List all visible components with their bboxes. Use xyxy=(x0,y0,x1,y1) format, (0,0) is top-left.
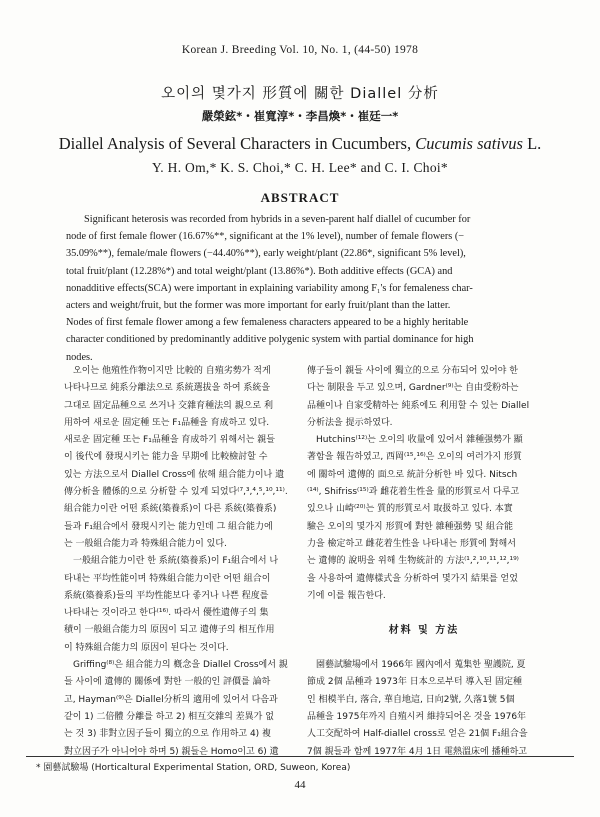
body-line: 있으나 山崎⁽²⁰⁾는 質的形質로서 取扱하고 있다. 本實 xyxy=(307,504,513,515)
species-name: Cucumis sativus xyxy=(415,134,523,153)
abstract-line: total fruit/plant (12.28%*) and total weight/plant (13.86%*). Both additive effects (GCA) and xyxy=(66,265,453,277)
body-line: 이 後代에 發現시키는 能力을 早期에 比較檢討할 수 xyxy=(64,452,268,463)
spacer xyxy=(307,605,541,622)
body-line: 타내는 平均性能이며 特殊組合能力이란 어떤 組合이 xyxy=(64,573,271,584)
abstract-heading: ABSTRACT xyxy=(260,190,340,205)
body-line: 그대로 固定品種으로 쓰거나 交雜育種法의 親으로 利 xyxy=(64,400,273,411)
korean-authors: 嚴榮鉉*・崔寬淳*・李昌煥*・崔廷一* xyxy=(201,109,399,123)
english-authors: Y. H. Om,* K. S. Choi,* C. H. Lee* and C. I. Choi* xyxy=(151,160,448,175)
abstract-line: nonadditive effects(SCA) were important in explaining variability among F₁'s for femaleness char- xyxy=(66,282,473,294)
body-line: 에 關하여 遺傳的 面으로 統計分析한 바 있다. Nitsch xyxy=(307,469,518,480)
body-line: 있는 方法으로서 Diallel Cross에 依해 組合能力이나 遺 xyxy=(64,469,285,480)
body-line: 7個 親들과 함께 1977年 4月 1日 電熱溫床에 播種하고 xyxy=(307,746,527,757)
body-line: 傳分析을 體係的으로 分析할 수 있게 되었다⁽⁷,³,⁴,⁵,¹⁰,¹¹⁾. xyxy=(64,487,288,498)
body-line: 積이 一般組合能力의 原因이 되고 遺傳子의 相互作用 xyxy=(64,625,275,636)
footnote: * 園藝試驗場 (Horticaltural Experimental Station, ORD, Suweon, Korea) xyxy=(36,763,351,773)
body-line: 나타나므로 純系分離法으로 系統選拔을 하여 系統을 xyxy=(64,383,271,394)
body-line: 人工交配하여 Half-diallel cross로 얻은 21個 F₁組合을 xyxy=(307,729,528,740)
abstract-line: character conditioned by predominantly additive polygenic system with partial dominance for high xyxy=(66,334,474,346)
body-line: 傳子들이 親들 사이에 獨立的으로 分布되어 있어야 한 xyxy=(307,366,518,376)
journal-header: Korean J. Breeding Vol. 10, No. 1, (44-50) 1978 xyxy=(181,44,419,56)
body-line: Griffing⁽⁸⁾은 組合能力의 槪念을 Diallel Cross에서 親 xyxy=(73,660,288,671)
body-line: 는 遺傳的 說明을 위해 生物統計的 方法⁽¹,²,¹⁰,¹¹,¹²,¹⁹⁾ xyxy=(307,556,519,567)
right-column xyxy=(307,363,541,761)
body-line: 品種이나 自家受精하는 純系에도 利用할 수 있는 Diallel xyxy=(307,400,530,411)
english-title xyxy=(0,134,600,154)
body-line: 들과 F₁組合에서 發現시키는 能力인데 그 組合能力에 xyxy=(64,521,273,532)
body-line: 節成 2個 品種과 1973年 日本으로부터 導入된 固定種 xyxy=(307,677,522,688)
body-line: 力을 檢定하고 雌花着生性을 나타내는 形質에 對해서 xyxy=(307,538,516,549)
body-line: 品種을 1975年까지 自殖시켜 維持되어온 것을 1976年 xyxy=(307,711,527,722)
body-line: ⁽¹⁴⁾, Shifriss⁽¹⁵⁾과 雌花着生性을 量的形質로서 다루고 xyxy=(307,487,520,498)
body-line: 같이 1) 二倍體 分離를 하고 2) 相互交雜의 差異가 없 xyxy=(64,711,274,722)
english-title-main: Diallel Analysis of Several Characters in Cucumbers, xyxy=(58,134,416,153)
footnote-divider xyxy=(26,756,574,757)
body-line: 分析法을 提示하였다. xyxy=(307,417,393,428)
body-line: 對立因子가 아니어야 하며 5) 親들은 Homo이고 6) 遺 xyxy=(64,746,279,757)
body-line: 驗은 오이의 몇가지 形質에 對한 雜種强勢 및 組合能 xyxy=(307,521,513,532)
abstract-line: 35.09%**), female/male flowers (−44.40%**), early weight/plant (22.86*, significant 5% level), xyxy=(66,248,466,260)
body-line: 다는 制限을 두고 있으며, Gardner⁽⁹⁾는 自由受粉하는 xyxy=(307,383,519,394)
left-column xyxy=(64,363,298,761)
body-line: 고, Hayman⁽⁹⁾은 Diallel分析의 適用에 있어서 다음과 xyxy=(64,694,278,705)
abstract-line: Significant heterosis was recorded from hybrids in a seven-parent half diallel of cucumber for xyxy=(84,214,471,225)
body-line: 나타내는 것이라고 한다⁽¹⁶⁾. 따라서 優性遺傳子의 集 xyxy=(64,608,269,619)
english-title-end: L. xyxy=(522,134,542,153)
abstract-line: nodes. xyxy=(66,351,93,363)
abstract-line: node of first female flower (16.67%**, significant at the 1% level), number of female flowers (− xyxy=(66,231,465,243)
body-line: Hutchins⁽¹²⁾는 오이의 收量에 있어서 雜種强勢가 顯 xyxy=(316,435,523,446)
abstract-line: Nodes of first female flower among a few femaleness characters appeared to be a highly heritable xyxy=(66,317,469,329)
page-number: 44 xyxy=(294,779,306,791)
body-line: 組合能力이란 어떤 系統(築養系)이 다른 系統(築養系) xyxy=(64,504,277,515)
body-line: 새로운 固定種 또는 F₁品種을 育成하기 위해서는 親들 xyxy=(64,435,275,446)
body-line: 오이는 他殖性作物이지만 比較的 自殖劣勢가 적게 xyxy=(73,366,271,376)
body-line: 는 것 3) 非對立因子들이 獨立的으로 作用하고 4) 複 xyxy=(64,729,272,740)
korean-title: 오이의 몇가지 形質에 關한 Diallel 分析 xyxy=(161,86,439,102)
body-line: 이 特殊組合能力의 原因이 된다는 것이다. xyxy=(64,642,229,653)
body-line: 인 相模半白, 落合, 華自地這, 日向2號, 久落1號 5個 xyxy=(307,694,515,705)
abstract-body xyxy=(66,211,532,366)
body-line: 用하여 새로운 固定種 또는 F₁品種을 育成하고 있다. xyxy=(64,417,270,428)
body-line: 는 一般組合能力과 特殊組合能力이 있다. xyxy=(64,538,227,549)
body-line: 著함을 報告하였고, 西岡⁽¹⁵,¹⁶⁾은 오이의 여러가지 形質 xyxy=(307,452,522,463)
body-line: 一般組合能力이란 한 系統(築養系)이 F₁組合에서 나 xyxy=(73,556,279,567)
body-line: 들 사이에 遺傳的 關係에 對한 一般的인 評價를 論하 xyxy=(64,677,271,688)
body-line: 系統(築養系)들의 平均性能보다 좋거나 나쁜 程度를 xyxy=(64,590,269,601)
body-line: 園藝試驗場에서 1966年 國內에서 蒐集한 聖護院, 夏 xyxy=(316,660,526,671)
body-line: 기에 이를 報告한다. xyxy=(307,590,386,601)
methods-heading: 材料 및 方法 xyxy=(388,625,460,637)
spacer xyxy=(307,640,541,657)
body-line: 을 사용하여 遺傳樣式을 分析하여 몇가지 結果를 얻었 xyxy=(307,573,518,584)
abstract-line: acters and weight/fruit, but the former was more important for early fruit/plant than the latter. xyxy=(66,300,451,312)
